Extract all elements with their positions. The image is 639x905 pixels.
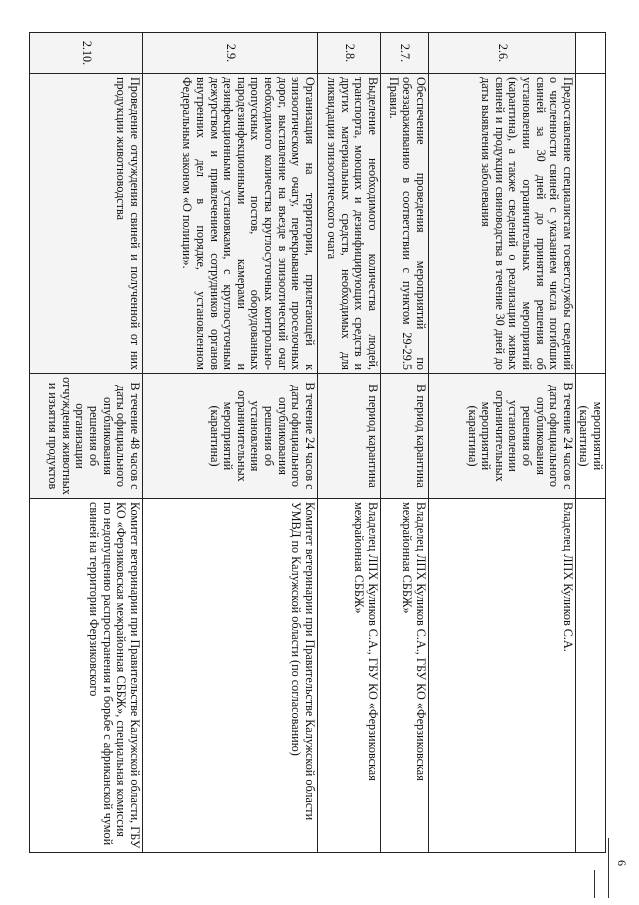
responsible-cell: Владелец ЛПХ Куликов С.А. xyxy=(428,499,575,853)
responsible-cell xyxy=(575,499,605,853)
table-row xyxy=(428,33,575,853)
responsible-cell: Владелец ЛПХ Куликов С.А., ГБУ КО «Ферзиковская межрайонная СББЖ» xyxy=(380,499,428,853)
table-row xyxy=(29,33,142,853)
time-cell: В период карантина xyxy=(380,374,428,499)
row-number: 2.10. xyxy=(29,33,142,74)
action-cell: Проведение отчуждения свиней и полученной от них продукции животноводства xyxy=(29,74,142,374)
table-row xyxy=(575,33,605,853)
time-cell: В течение 24 часов с даты официального опубликования решения об установления ограничительных мероприятий (карантина) xyxy=(142,374,317,499)
page-number: 6 xyxy=(615,860,629,866)
responsible-cell: Комитет ветеринарии при Правительстве Калужской области, ГБУ КО «Ферзиковская межрайонная СББЖ», специальная комиссия по недопущению распространения и борьбе с африканской чумой свиней на территории Ферзиковского xyxy=(29,499,142,853)
row-number: 2.7. xyxy=(380,33,428,74)
action-cell: Выделение необходимого количества людей, транспорта, моющих и дезинфицирующих средств и других материальных средств, необходимых для ликвидации эпизоотического очага xyxy=(317,74,380,374)
action-cell: Организация на территории, прилегающей к эпизоотическому очагу, перекрывание проселочных дорог, выставление на въезде в эпизоотический очаг необходимого количества круглосуточных контрольно-пропускных постов, оборудованных пародезинфекционными камерами и дезинфекционными установками, с круглосуточным дежурством и привлечением сотрудников органов внутренних дел в порядке, установленном Федеральным законом «О полиции». xyxy=(142,74,317,374)
responsible-cell: Комитет ветеринарии при Правительстве Калужской области УМВД по Калужской области (по согласованию) xyxy=(142,499,317,853)
table-row xyxy=(317,33,380,853)
time-cell: В течение 48 часов с даты официального опубликования решения об организации отчуждения животных и изъятия продуктов xyxy=(29,374,142,499)
action-cell: Обеспечение проведения мероприятий по обеззараживанию в соответствии с пунктом 29-29.5 Правил. xyxy=(380,74,428,374)
margin-line xyxy=(608,838,609,898)
row-number: 2.8. xyxy=(317,33,380,74)
action-cell xyxy=(575,74,605,374)
time-cell: мероприятий (карантина) xyxy=(575,374,605,499)
responsible-cell: Владелец ЛПХ Куликов С.А., ГБУ КО «Ферзиковская межрайонная СББЖ» xyxy=(317,499,380,853)
row-number: 2.9. xyxy=(142,33,317,74)
table-row xyxy=(142,33,317,853)
margin-line xyxy=(594,870,595,898)
time-cell: В период карантина xyxy=(317,374,380,499)
table-row xyxy=(380,33,428,853)
time-cell: В течение 24 часов с даты официального опубликования решения об установлении ограничительных мероприятий (карантина) xyxy=(428,374,575,499)
action-cell: Предоставление специалистам госветслужбы сведений о численности свиней с указанием числа погибших свиней за 30 дней до принятия решения об установлении ограничительных мероприятий (карантина), а также сведений о реализации живых свиней и продукции свиноводства в течение 30 дней до даты выявления заболевания xyxy=(428,74,575,374)
row-number: 2.6. xyxy=(428,33,575,74)
measures-table xyxy=(29,32,606,853)
row-number xyxy=(575,33,605,74)
